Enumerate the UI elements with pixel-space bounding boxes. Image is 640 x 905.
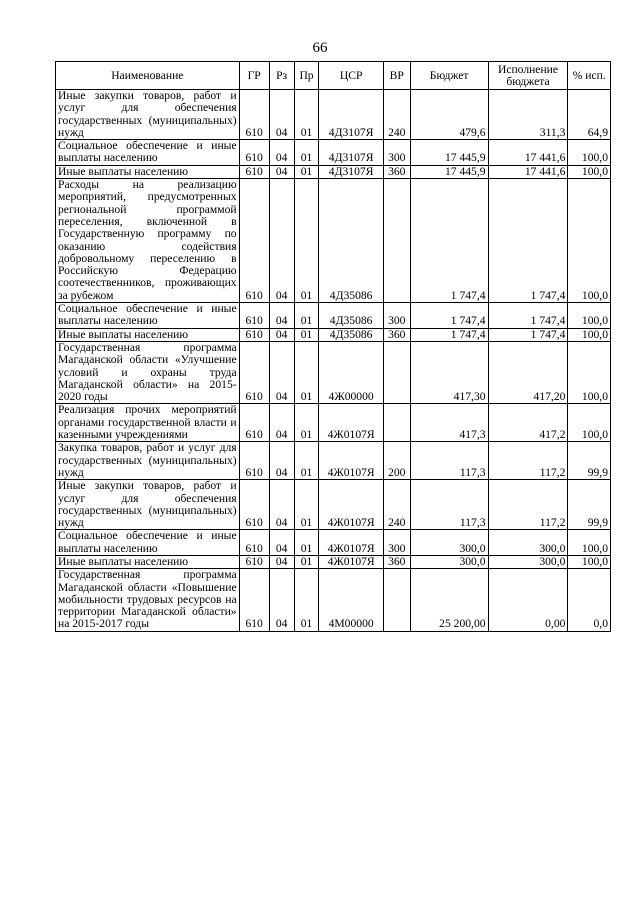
row-csr: 4Д3107Я bbox=[319, 140, 383, 166]
row-gr: 610 bbox=[239, 404, 269, 442]
row-rz: 04 bbox=[269, 90, 294, 140]
header-pr: Пр bbox=[294, 62, 319, 90]
row-rz: 04 bbox=[269, 480, 294, 530]
row-percent: 100,0 bbox=[568, 303, 611, 329]
row-pr: 01 bbox=[294, 480, 319, 530]
header-gr: ГР bbox=[239, 62, 269, 90]
row-pr: 01 bbox=[294, 303, 319, 329]
row-pr: 01 bbox=[294, 140, 319, 166]
row-gr: 610 bbox=[239, 442, 269, 480]
row-budget: 117,3 bbox=[410, 480, 488, 530]
row-vr: 360 bbox=[383, 555, 410, 568]
row-budget: 17 445,9 bbox=[410, 165, 488, 178]
row-vr bbox=[383, 179, 410, 303]
row-percent: 100,0 bbox=[568, 328, 611, 341]
row-csr: 4Д35086 bbox=[319, 303, 383, 329]
row-gr: 610 bbox=[239, 165, 269, 178]
row-percent: 100,0 bbox=[568, 341, 611, 403]
row-name: Иные закупки товаров, работ и услуг для обеспечения государственных (муниципальных) нужд bbox=[56, 90, 240, 140]
row-rz: 04 bbox=[269, 569, 294, 631]
row-name: Государственная программа Магаданской области «Повышение мобильности трудовых ресурсов на территории Магаданской области» на 2015-2017 годы bbox=[56, 569, 240, 631]
row-pr: 01 bbox=[294, 179, 319, 303]
row-budget: 417,3 bbox=[410, 404, 488, 442]
row-execution: 417,2 bbox=[488, 404, 568, 442]
row-pr: 01 bbox=[294, 569, 319, 631]
row-name: Иные выплаты населению bbox=[56, 555, 240, 568]
row-execution: 300,0 bbox=[488, 555, 568, 568]
row-gr: 610 bbox=[239, 90, 269, 140]
row-vr: 240 bbox=[383, 480, 410, 530]
row-csr: 4Ж0107Я bbox=[319, 404, 383, 442]
header-csr: ЦСР bbox=[319, 62, 383, 90]
row-pr: 01 bbox=[294, 530, 319, 556]
row-percent: 100,0 bbox=[568, 555, 611, 568]
row-pr: 01 bbox=[294, 328, 319, 341]
row-execution: 117,2 bbox=[488, 480, 568, 530]
row-budget: 117,3 bbox=[410, 442, 488, 480]
table-row bbox=[56, 442, 611, 480]
row-execution: 0,00 bbox=[488, 569, 568, 631]
row-name: Социальное обеспечение и иные выплаты населению bbox=[56, 303, 240, 329]
row-name: Государственная программа Магаданской области «Улучшение условий и охраны труда Магаданской области» на 2015-2020 годы bbox=[56, 341, 240, 403]
header-percent: % исп. bbox=[568, 62, 611, 90]
row-execution: 17 441,6 bbox=[488, 140, 568, 166]
table-row bbox=[56, 328, 611, 341]
table-row bbox=[56, 179, 611, 303]
row-execution: 417,20 bbox=[488, 341, 568, 403]
row-vr: 300 bbox=[383, 140, 410, 166]
table-header-row bbox=[56, 62, 611, 90]
table-row bbox=[56, 404, 611, 442]
row-execution: 17 441,6 bbox=[488, 165, 568, 178]
row-percent: 99,9 bbox=[568, 442, 611, 480]
row-rz: 04 bbox=[269, 341, 294, 403]
row-execution: 1 747,4 bbox=[488, 303, 568, 329]
row-name: Расходы на реализацию мероприятий, предусмотренных региональной программой переселения, включенной в Государственную программу по оказанию содействия добровольному переселению в Российскую Федерацию соотечественников, проживающих за рубежом bbox=[56, 179, 240, 303]
row-vr: 200 bbox=[383, 442, 410, 480]
row-csr: 4Ж0107Я bbox=[319, 480, 383, 530]
header-rz: Рз bbox=[269, 62, 294, 90]
row-csr: 4Д3107Я bbox=[319, 165, 383, 178]
row-rz: 04 bbox=[269, 179, 294, 303]
row-percent: 99,9 bbox=[568, 480, 611, 530]
row-percent: 100,0 bbox=[568, 165, 611, 178]
row-pr: 01 bbox=[294, 404, 319, 442]
table-row bbox=[56, 90, 611, 140]
row-percent: 100,0 bbox=[568, 140, 611, 166]
row-execution: 117,2 bbox=[488, 442, 568, 480]
row-csr: 4Д35086 bbox=[319, 328, 383, 341]
row-csr: 4Ж0107Я bbox=[319, 530, 383, 556]
row-gr: 610 bbox=[239, 341, 269, 403]
row-csr: 4Д3107Я bbox=[319, 90, 383, 140]
header-budget: Бюджет bbox=[410, 62, 488, 90]
row-budget: 25 200,00 bbox=[410, 569, 488, 631]
row-budget: 1 747,4 bbox=[410, 303, 488, 329]
header-vr: ВР bbox=[383, 62, 410, 90]
row-rz: 04 bbox=[269, 328, 294, 341]
row-percent: 100,0 bbox=[568, 404, 611, 442]
header-execution: Исполнение бюджета bbox=[488, 62, 568, 90]
row-budget: 300,0 bbox=[410, 555, 488, 568]
row-name: Иные выплаты населению bbox=[56, 165, 240, 178]
row-vr bbox=[383, 341, 410, 403]
row-vr bbox=[383, 404, 410, 442]
table-row bbox=[56, 140, 611, 166]
row-pr: 01 bbox=[294, 90, 319, 140]
row-vr: 300 bbox=[383, 530, 410, 556]
row-csr: 4Ж0107Я bbox=[319, 442, 383, 480]
row-vr: 240 bbox=[383, 90, 410, 140]
row-execution: 1 747,4 bbox=[488, 179, 568, 303]
row-csr: 4Ж0107Я bbox=[319, 555, 383, 568]
row-vr: 300 bbox=[383, 303, 410, 329]
row-gr: 610 bbox=[239, 480, 269, 530]
row-rz: 04 bbox=[269, 165, 294, 178]
table-row bbox=[56, 555, 611, 568]
row-gr: 610 bbox=[239, 530, 269, 556]
row-gr: 610 bbox=[239, 555, 269, 568]
row-execution: 300,0 bbox=[488, 530, 568, 556]
row-execution: 1 747,4 bbox=[488, 328, 568, 341]
row-vr: 360 bbox=[383, 165, 410, 178]
row-budget: 417,30 bbox=[410, 341, 488, 403]
row-pr: 01 bbox=[294, 442, 319, 480]
row-budget: 479,6 bbox=[410, 90, 488, 140]
row-percent: 100,0 bbox=[568, 530, 611, 556]
table-row bbox=[56, 480, 611, 530]
row-pr: 01 bbox=[294, 555, 319, 568]
row-rz: 04 bbox=[269, 555, 294, 568]
row-csr: 4Д35086 bbox=[319, 179, 383, 303]
row-name: Социальное обеспечение и иные выплаты населению bbox=[56, 530, 240, 556]
row-pr: 01 bbox=[294, 341, 319, 403]
row-gr: 610 bbox=[239, 328, 269, 341]
table-row bbox=[56, 303, 611, 329]
row-name: Закупка товаров, работ и услуг для государственных (муниципальных) нужд bbox=[56, 442, 240, 480]
row-name: Социальное обеспечение и иные выплаты населению bbox=[56, 140, 240, 166]
row-csr: 4Ж00000 bbox=[319, 341, 383, 403]
row-name: Иные выплаты населению bbox=[56, 328, 240, 341]
row-execution: 311,3 bbox=[488, 90, 568, 140]
row-vr: 360 bbox=[383, 328, 410, 341]
table-row bbox=[56, 530, 611, 556]
row-budget: 1 747,4 bbox=[410, 328, 488, 341]
page-number: 66 bbox=[312, 40, 328, 56]
row-percent: 100,0 bbox=[568, 179, 611, 303]
row-pr: 01 bbox=[294, 165, 319, 178]
row-rz: 04 bbox=[269, 442, 294, 480]
table-row bbox=[56, 569, 611, 631]
table-row bbox=[56, 341, 611, 403]
row-gr: 610 bbox=[239, 140, 269, 166]
row-percent: 64,9 bbox=[568, 90, 611, 140]
row-csr: 4М00000 bbox=[319, 569, 383, 631]
table-row bbox=[56, 165, 611, 178]
row-rz: 04 bbox=[269, 303, 294, 329]
row-budget: 300,0 bbox=[410, 530, 488, 556]
row-budget: 1 747,4 bbox=[410, 179, 488, 303]
row-gr: 610 bbox=[239, 179, 269, 303]
budget-execution-table bbox=[55, 61, 611, 632]
row-percent: 0,0 bbox=[568, 569, 611, 631]
row-rz: 04 bbox=[269, 530, 294, 556]
header-name: Наименование bbox=[56, 62, 240, 90]
row-name: Реализация прочих мероприятий органами государственной власти и казенными учреждениями bbox=[56, 404, 240, 442]
row-rz: 04 bbox=[269, 404, 294, 442]
row-name: Иные закупки товаров, работ и услуг для обеспечения государственных (муниципальных) нужд bbox=[56, 480, 240, 530]
row-vr bbox=[383, 569, 410, 631]
row-budget: 17 445,9 bbox=[410, 140, 488, 166]
row-gr: 610 bbox=[239, 303, 269, 329]
row-gr: 610 bbox=[239, 569, 269, 631]
row-rz: 04 bbox=[269, 140, 294, 166]
